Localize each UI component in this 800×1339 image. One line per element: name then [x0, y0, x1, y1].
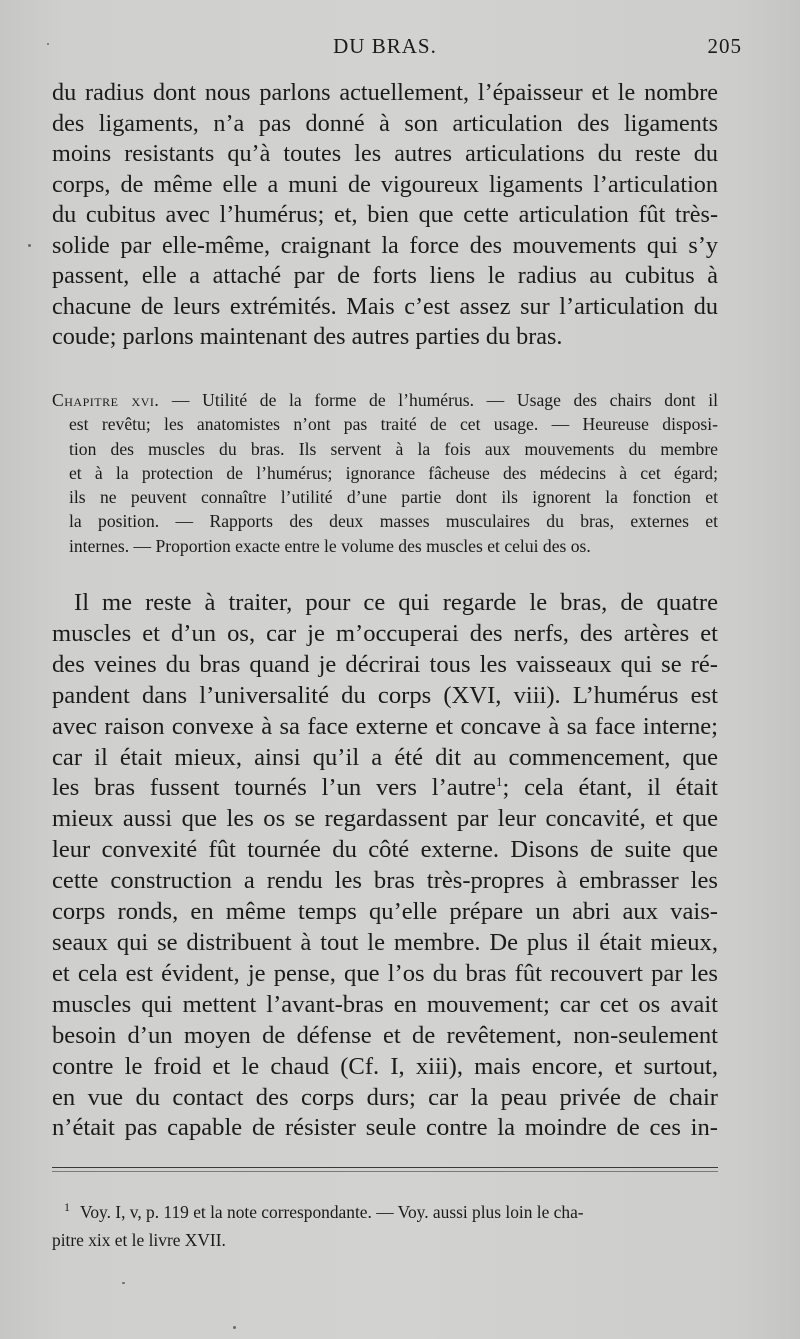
text-line: besoin d’un moyen de défense et de revêtement, non-seulement [52, 1021, 718, 1049]
text-line: corps ronds, en même temps qu’elle prépare un abri aux vais- [52, 898, 718, 926]
text-line: avec raison convexe à sa face externe et concave à sa face interne; [52, 712, 718, 740]
footnote-divider [52, 1167, 718, 1168]
text-line: contre le froid et le chaud (Cf. I, xiii), mais encore, et surtout, [52, 1052, 718, 1080]
summary-line [52, 388, 718, 412]
running-header [52, 34, 742, 70]
text-line: muscles et d’un os, car je m’occuperai des nerfs, des artères et [52, 619, 718, 647]
footnote-line [52, 1193, 718, 1226]
summary-line: la position. — Rapports des deux masses musculaires du bras, externes et [69, 511, 718, 532]
text-line: leur convexité fût tournée du côté externe. Disons de suite que [52, 836, 718, 864]
running-title: DU BRAS. [333, 34, 437, 58]
text-line: du cubitus avec l’humérus; et, bien que cette articulation fût très- [52, 201, 718, 228]
paper-speck [47, 43, 49, 45]
text-line: et cela est évident, je pense, que l’os du bras fût recouvert par les [52, 959, 718, 987]
footnote-line: pitre xix et le livre XVII. [52, 1229, 226, 1250]
text-line: des veines du bras quand je décrirai tous les vaisseaux qui se ré- [52, 650, 718, 678]
summary-line: ils ne peuvent connaître l’utilité d’une partie dont ils ignorent la fonction et [69, 487, 718, 508]
text-line [52, 773, 718, 804]
footnote-divider-secondary [52, 1171, 718, 1172]
text-line: Il me reste à traiter, pour ce qui regarde le bras, de quatre [74, 589, 718, 616]
page-number: 205 [707, 34, 742, 58]
text-line: n’était pas capable de résister seule contre la moindre de ces in- [52, 1114, 718, 1142]
summary-line: tion des muscles du bras. Ils servent à la fois aux mouvements du membre [69, 438, 718, 459]
text-line: seaux qui se distribuent à tout le membre. De plus il était mieux, [52, 928, 718, 956]
text-line: du radius dont nous parlons actuellement, l’épaisseur et le nombre [52, 79, 718, 106]
summary-text: — Utilité de la forme de l’humérus. — Usage des chairs dont il [159, 390, 718, 410]
paragraph-main [52, 588, 718, 1144]
text-line: corps, de même elle a muni de vigoureux ligaments l’articulation [52, 170, 718, 198]
text-fragment: ; cela étant, il était [502, 774, 718, 802]
text-line: muscles qui mettent l’avant-bras en mouvement; car cet os avait [52, 990, 718, 1018]
paper-speck [122, 1282, 125, 1284]
summary-line: est revêtu; les anatomistes n’ont pas traité de cet usage. — Heureuse disposi- [69, 414, 718, 435]
chapter-summary [52, 388, 718, 558]
chapter-label: Chapitre xvi. [52, 390, 160, 410]
summary-line: et à la protection de l’humérus; ignorance fâcheuse des médecins à cet égard; [69, 462, 718, 483]
text-line: des ligaments, n’a pas donné à son articulation des ligaments [52, 109, 718, 137]
text-line: en vue du contact des corps durs; car la peau privée de chair [52, 1083, 718, 1111]
footnote-reference[interactable]: 1 [495, 774, 503, 790]
text-line: pandent dans l’universalité du corps (XVI, viii). L’humérus est [52, 681, 718, 709]
footnote [52, 1193, 718, 1254]
paper-speck [28, 244, 31, 247]
footnote-text: Voy. I, v, p. 119 et la note correspondante. — Voy. aussi plus loin le cha- [80, 1201, 584, 1222]
text-line: mieux aussi que les os se regardassent par leur concavité, et que [52, 805, 718, 833]
text-line: cette construction a rendu les bras très-propres à embrasser les [52, 867, 718, 895]
text-line: solide par elle-même, craignant la force des mouvements qui s’y [52, 231, 718, 259]
text-line: coude; parlons maintenant des autres parties du bras. [52, 323, 563, 350]
text-line: chacune de leurs extrémités. Mais c’est assez sur l’articulation du [52, 292, 718, 320]
text-line: car il était mieux, ainsi qu’il a été dit au commencement, que [52, 743, 718, 771]
text-line: moins resistants qu’à toutes les autres articulations du reste du [52, 140, 718, 167]
text-fragment: les bras fussent tournés l’un vers l’autre [52, 774, 496, 802]
paragraph-continued [52, 78, 718, 353]
text-line: passent, elle a attaché par de forts liens le radius au cubitus à [52, 262, 718, 289]
paper-speck [233, 1326, 236, 1329]
footnote-marker: 1 [64, 1200, 70, 1214]
summary-line: internes. — Proportion exacte entre le volume des muscles et celui des os. [69, 535, 591, 556]
